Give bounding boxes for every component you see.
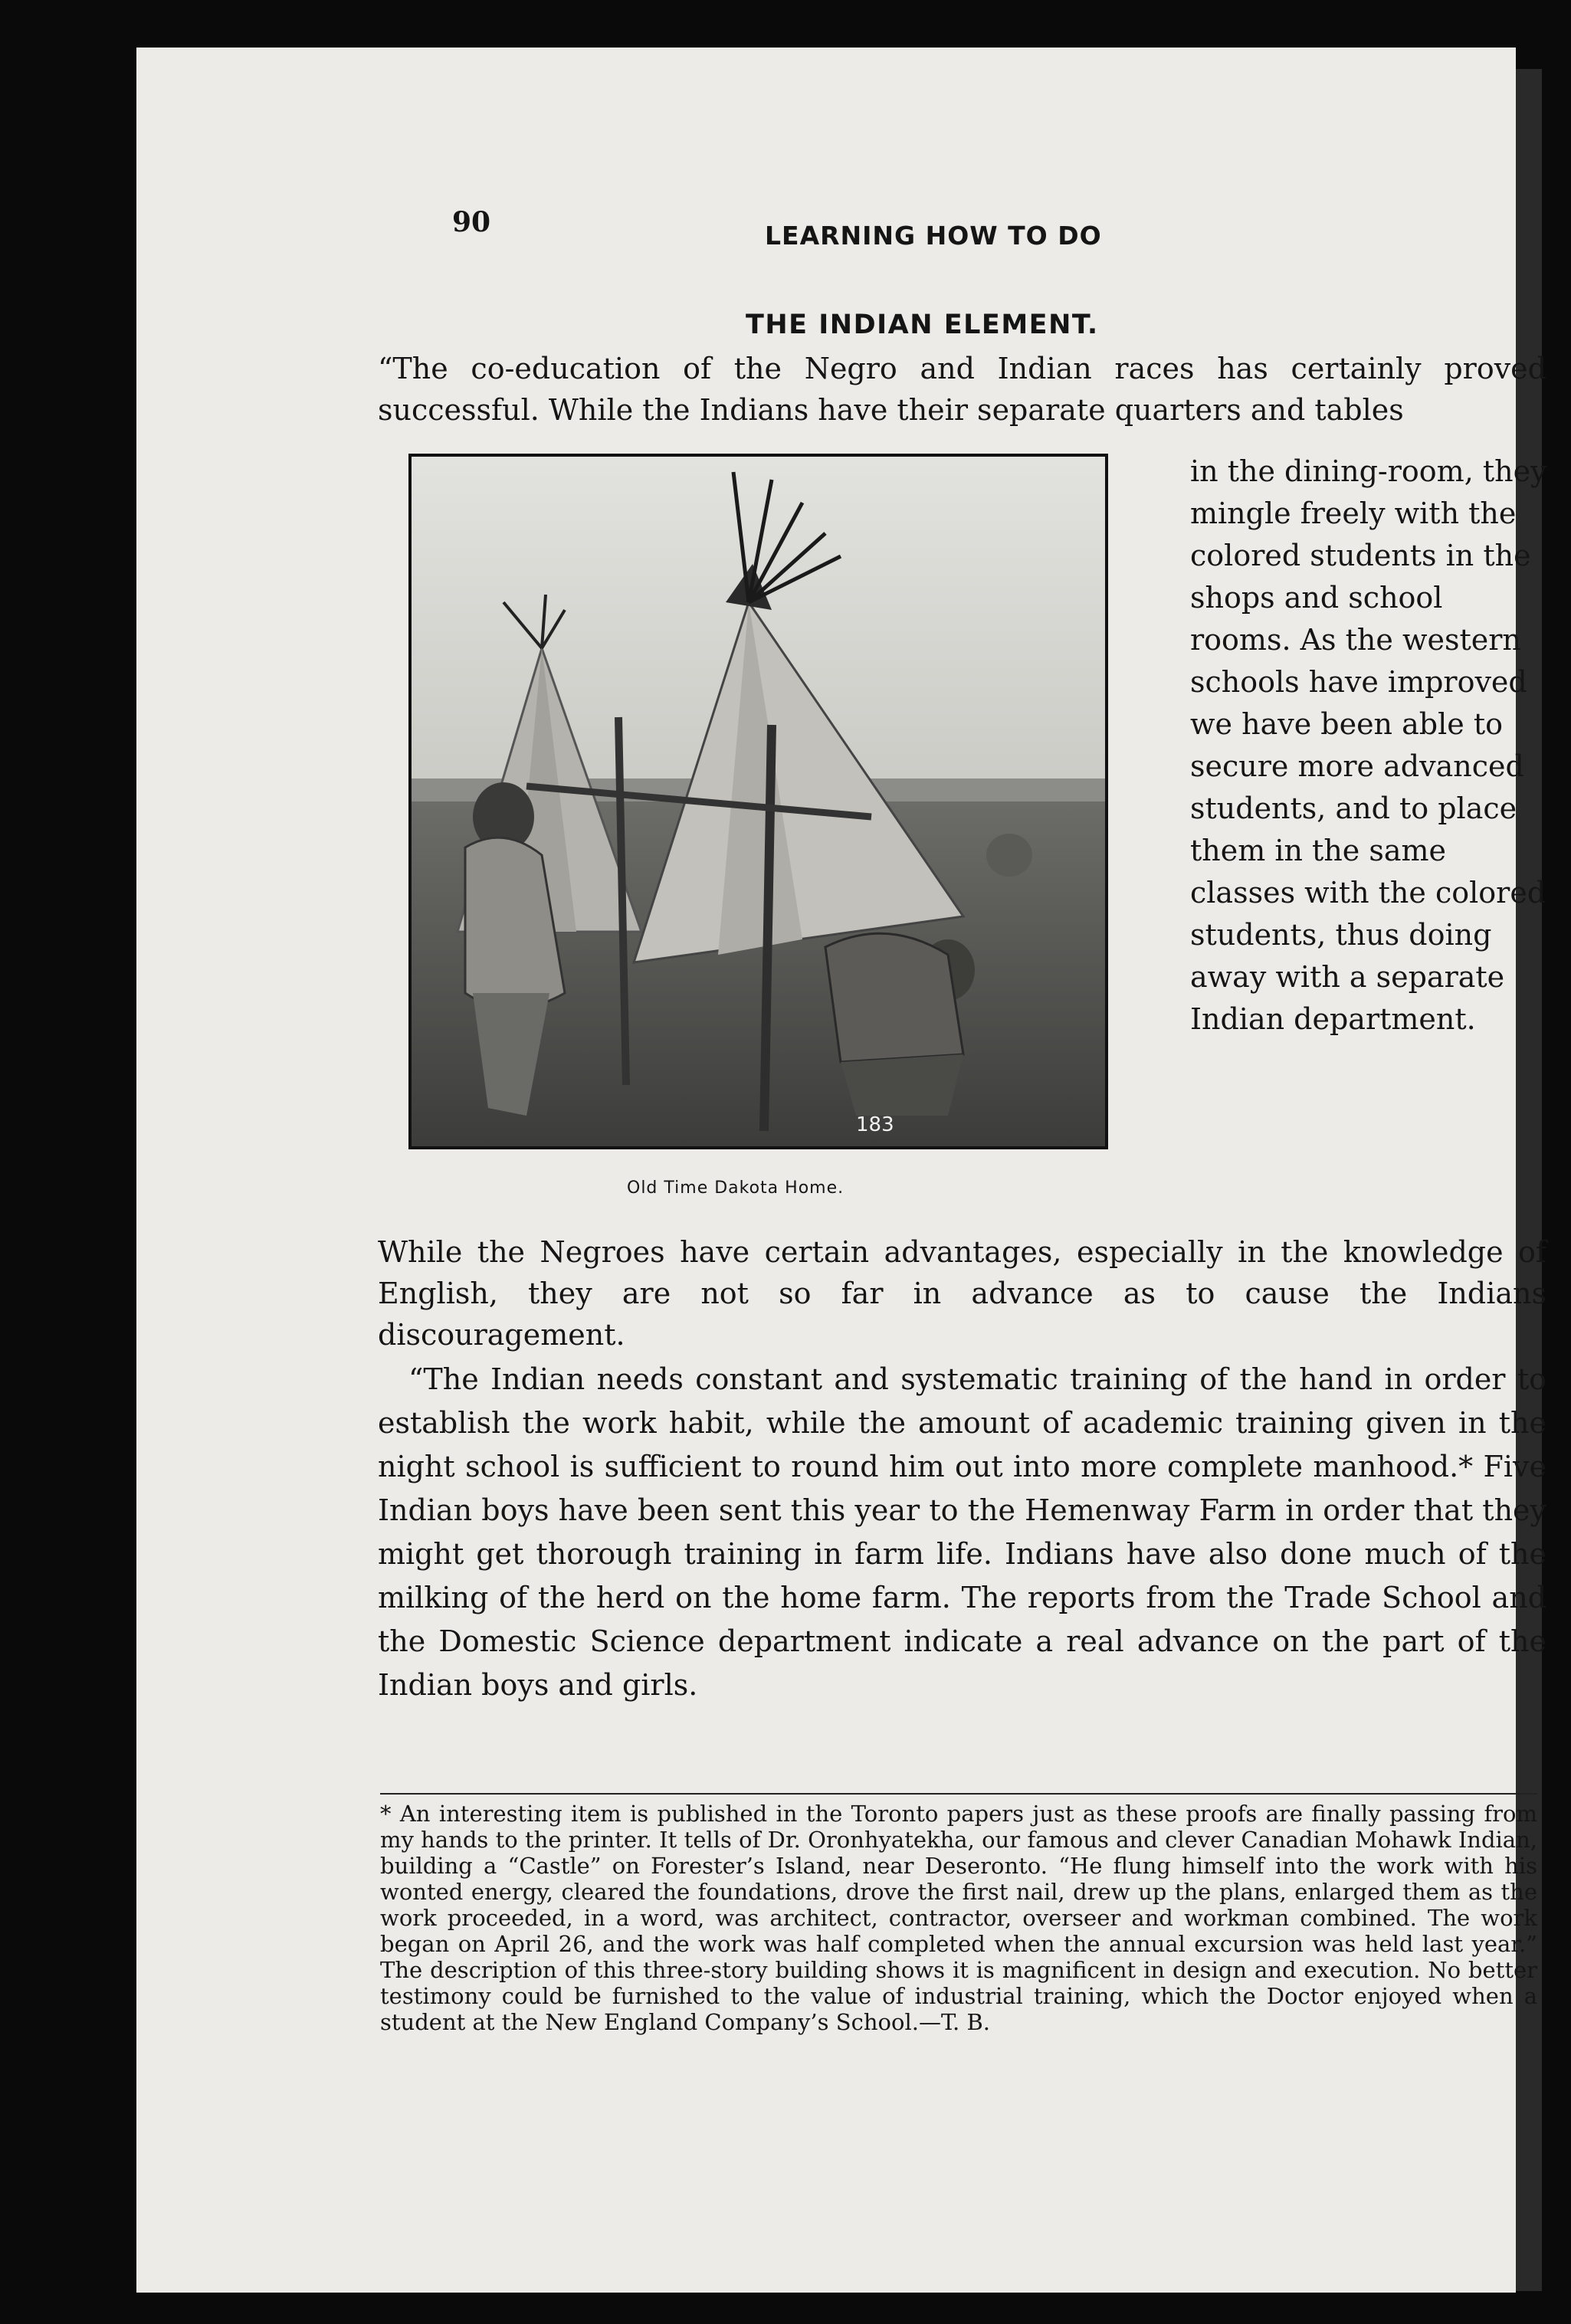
- page-number: 90: [452, 206, 491, 238]
- photo-label: 183: [856, 1113, 894, 1136]
- paragraph-intro: “The co-education of the Negro and Indian races has certainly proved successful. While the Indians have their separate quarters and tables: [378, 352, 1546, 427]
- running-head: LEARNING HOW TO DO: [765, 221, 1102, 251]
- footnote: * An interesting item is published in the Toronto papers just as these proofs are finally passing from my hands to the printer. It tells of Dr. Oronhyatekha, our famous and clever Canadian Mohawk Indian, building a “Castle” on Forester’s Island, near Deseronto. “He flung himself into the work with his wonted energy, cleared the foundations, drove the first nail, drew up the plans, enlarged them as the work proceeded, in a word, was architect, contractor, overseer and workman combined. The work began on April 26, and the work was half completed when the annual excursion was held last year.” The description of this three-story building shows it is magnificent in design and execution. No better testimony could be furnished to the value of industrial training, which the Doctor enjoyed when a student at the New England Company’s School.—T. B.: [380, 1801, 1537, 2035]
- paragraph-right-column: in the dining-room, they mingle freely with the colored students in the shops and school rooms. As the western schools have improved we have been able to secure more advanced students, and to place them in the same classes with the colored students, thus doing away with a separate Indian department.: [1190, 454, 1547, 1036]
- photo-figure: [408, 454, 1108, 1149]
- paragraph-indian-training: “The Indian needs constant and systematic training of the hand in order to establish the work habit, while the amount of academic training given in the night school is sufficient to round him out into more complete manhood.* Five Indian boys have been sent this year to the Hemenway Farm in order that they might get thorough training in farm life. Indians have also done much of the milking of the herd on the home farm. The reports from the Trade School and the Domestic Science department indicate a real advance on the part of the Indian boys and girls.: [378, 1362, 1546, 1702]
- book-page: [136, 48, 1547, 2293]
- footnote-rule: [380, 1793, 1537, 1795]
- tipi-photo: [412, 457, 1105, 1146]
- figure-caption: Old Time Dakota Home.: [627, 1178, 845, 1198]
- paragraph-after-figure: While the Negroes have certain advantages, especially in the knowledge of English, they are not so far in advance as to cause the Indians discouragement.: [378, 1235, 1546, 1352]
- section-title: THE INDIAN ELEMENT.: [746, 310, 1099, 340]
